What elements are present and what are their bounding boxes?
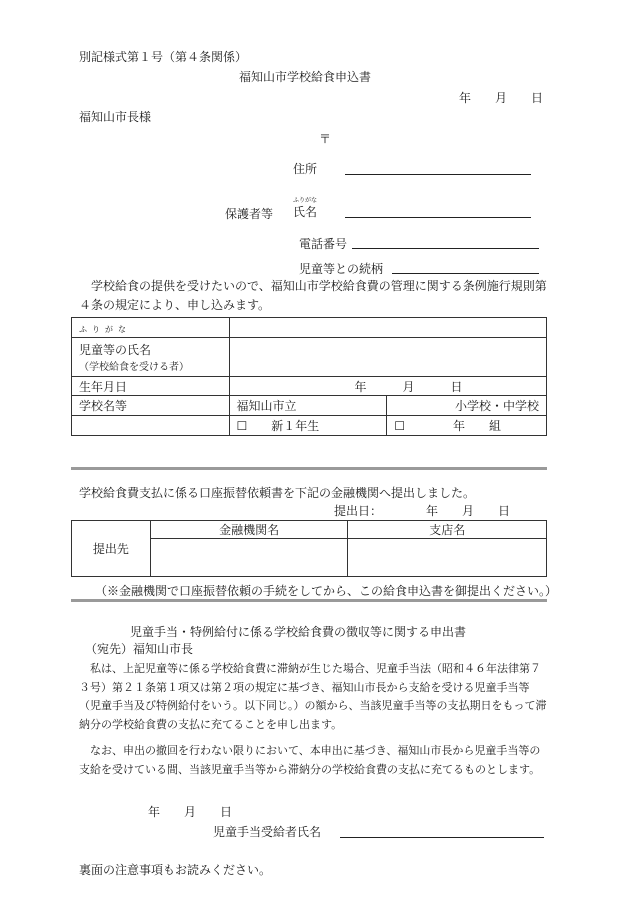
- furigana-label-cell: [72, 318, 230, 338]
- name-ruby: ふりがな: [293, 197, 318, 204]
- addressee: 福知山市長様: [79, 110, 152, 124]
- address-label: 住所: [293, 162, 318, 176]
- checkbox-new-first-grade[interactable]: ☐ 新１年生: [229, 416, 387, 436]
- allowance-addressee: （宛先）福知山市長: [85, 642, 194, 656]
- furigana-label: ふりがな: [79, 324, 131, 334]
- postal-mark: 〒: [319, 132, 332, 146]
- bank-name-header: 金融機関名: [150, 521, 348, 539]
- branch-name-field[interactable]: [348, 539, 547, 577]
- submission-destination-label: 提出先: [72, 521, 151, 577]
- form-label: 別記様式第１号（第４条関係）: [79, 50, 248, 64]
- checkbox-grade-class[interactable]: ☐ 年 組: [387, 416, 547, 436]
- allowance-date: 年 月 日: [148, 805, 233, 819]
- phone-field[interactable]: [352, 248, 539, 249]
- branch-name-header: 支店名: [348, 521, 547, 539]
- submit-date-value: 年 月 日: [426, 504, 511, 518]
- furigana-field[interactable]: [229, 318, 546, 338]
- birth-label: 生年月日: [72, 377, 230, 396]
- form-title: 福知山市学校給食申込書: [239, 70, 372, 84]
- recipient-label: 児童手当受給者氏名: [213, 825, 322, 839]
- phone-label: 電話番号: [299, 237, 348, 251]
- bank-name-field[interactable]: [150, 539, 348, 577]
- relation-label: 児童等との続柄: [299, 262, 384, 276]
- school-suffix: 小学校・中学校: [387, 396, 547, 416]
- footer-note: 裏面の注意事項もお読みください。: [79, 863, 272, 877]
- divider-2: [71, 599, 547, 602]
- divider-1: [71, 467, 547, 470]
- student-name-label: 児童等の氏名: [79, 343, 152, 357]
- student-table: [71, 317, 547, 436]
- intro-text: 学校給食の提供を受けたいので、福知山市学校給食費の管理に関する条例施行規則第４条の規定により、申し込みます。: [79, 279, 547, 312]
- bank-statement: 学校給食費支払に係る口座振替依頼書を下記の金融機関へ提出しました。: [79, 486, 476, 500]
- address-field[interactable]: [345, 174, 531, 175]
- student-name-note: （学校給食を受ける者）: [79, 362, 189, 373]
- recipient-name-field[interactable]: [340, 837, 544, 838]
- date-header: 年 月 日: [459, 91, 544, 105]
- student-name-label-cell: [72, 338, 230, 377]
- bank-table: [71, 520, 547, 577]
- guardian-label: 保護者等: [225, 207, 274, 221]
- school-label: 学校名等: [72, 396, 230, 416]
- name-label: 氏名: [293, 205, 318, 219]
- allowance-title: 児童手当・特例給付に係る学校給食費の徴収等に関する申出書: [130, 625, 467, 639]
- guardian-name-field[interactable]: [345, 217, 531, 218]
- empty-cell: [72, 416, 230, 436]
- relation-field[interactable]: [392, 273, 539, 274]
- allowance-paragraph-2: なお、申出の撤回を行わない限りにおいて、本申出に基づき、福知山市長から児童手当等の支給を受けている間、当該児童手当等から滞納分の学校給食費の支払に充てるものとします。: [79, 744, 541, 776]
- submit-date-label: 提出日：: [334, 504, 383, 518]
- birth-field[interactable]: 年 月 日: [229, 377, 546, 396]
- student-name-field[interactable]: [229, 338, 546, 377]
- school-prefix[interactable]: 福知山市立: [229, 396, 387, 416]
- allowance-paragraph-1: 私は、上記児童等に係る学校給食費に滞納が生じた場合、児童手当法（昭和４６年法律第７３号）第２１条第１項又は第２項の規定に基づき、福知山市長から支給を受ける児童手当等（児童手当及び特例給付をいう。以下同じ。）の額から、当該児童手当等の支払期日をもって滞納分の学校給食費の支払に充てることを申し出ます。: [79, 662, 547, 731]
- bank-note: （※金融機関で口座振替依頼の手続をしてから、この給食申込書を御提出ください。）: [95, 584, 558, 598]
